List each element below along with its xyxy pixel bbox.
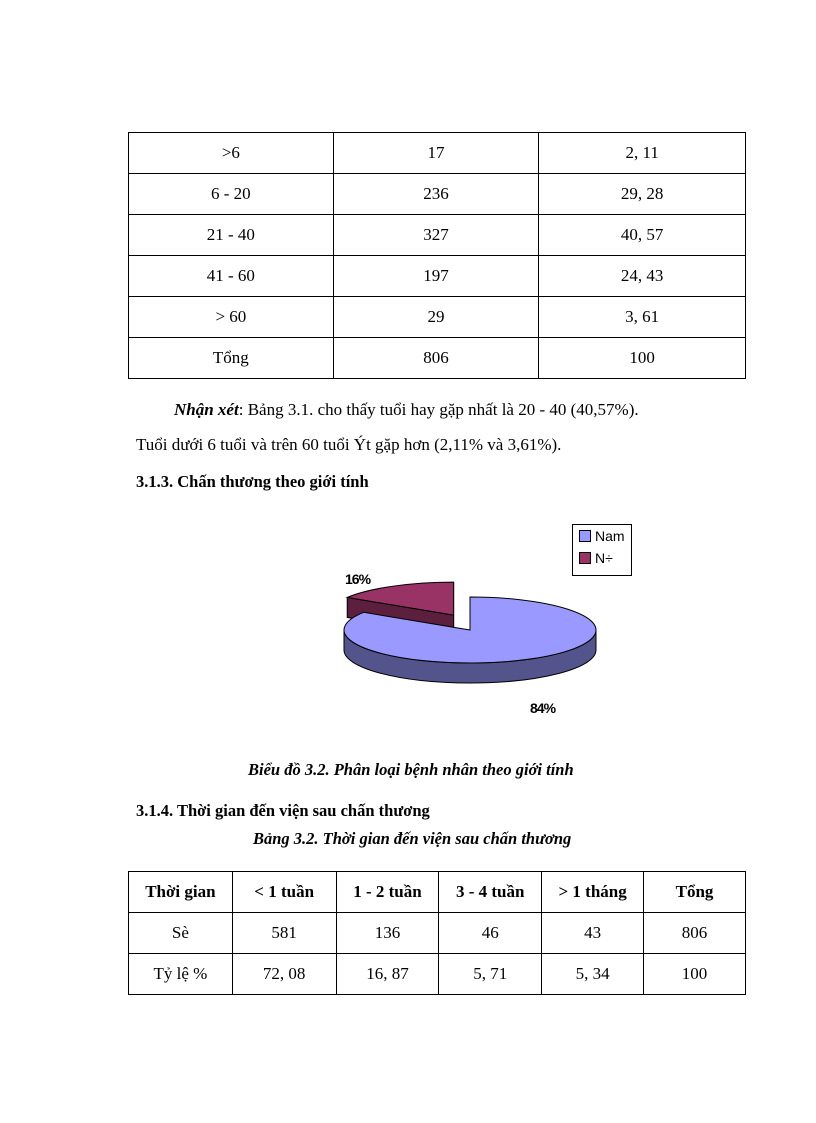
table-cell: Tổng [644, 872, 746, 913]
age-distribution-table [128, 132, 746, 379]
table-cell: 3, 61 [539, 297, 746, 338]
table-cell: < 1 tuần [232, 872, 336, 913]
remark-line-1 [136, 392, 746, 427]
table-row [129, 174, 746, 215]
table-row [129, 338, 746, 379]
table-row [129, 215, 746, 256]
remark-paragraph [136, 392, 746, 462]
table-cell: 16, 87 [336, 954, 439, 995]
table-cell: 3 - 4 tuần [439, 872, 542, 913]
table-cell: 5, 71 [439, 954, 542, 995]
table-cell: 24, 43 [539, 256, 746, 297]
table-cell: Tỷ lệ % [129, 954, 233, 995]
pie-layer [344, 582, 596, 683]
chart-legend [572, 524, 632, 576]
table-cell: 17 [333, 133, 539, 174]
table-cell: 41 - 60 [129, 256, 334, 297]
table-row [129, 872, 746, 913]
table-cell: 5, 34 [542, 954, 644, 995]
table-3-2-caption: Bảng 3.2. Thời gian đến viện sau chấn thương [253, 829, 572, 848]
table-row [129, 133, 746, 174]
table-row [129, 256, 746, 297]
table-cell: 236 [333, 174, 539, 215]
table-row [129, 954, 746, 995]
chart-caption: Biểu đồ 3.2. Phân loại bệnh nhân theo giới tính [248, 760, 574, 779]
table-cell: 100 [644, 954, 746, 995]
legend-swatch-nu [579, 552, 591, 564]
table-cell: Thời gian [129, 872, 233, 913]
table-cell: 581 [232, 913, 336, 954]
table-cell: 197 [333, 256, 539, 297]
table-row [129, 913, 746, 954]
table-cell: 136 [336, 913, 439, 954]
table-cell: 43 [542, 913, 644, 954]
data-label-nu: 16% [345, 571, 371, 587]
arrival-time-table [128, 871, 746, 995]
table-cell: > 1 tháng [542, 872, 644, 913]
remark-lead: Nhận xét [174, 400, 239, 419]
time-table-body [129, 872, 746, 995]
remark-line-2: Tuổi dưới 6 tuổi và trên 60 tuổi Ýt gặp hơn (2,11% và 3,61%). [136, 435, 562, 454]
table-cell: 806 [333, 338, 539, 379]
remark-line1-text: : Bảng 3.1. cho thấy tuổi hay gặp nhất là 20 - 40 (40,57%). [238, 400, 639, 419]
section-heading-313: 3.1.3. Chấn thương theo giới tính [136, 472, 369, 491]
legend-label-nam: Nam [595, 528, 625, 544]
table-cell: 72, 08 [232, 954, 336, 995]
table-cell: Sè [129, 913, 233, 954]
table-cell: >6 [129, 133, 334, 174]
legend-label-nu: N÷ [595, 550, 613, 566]
legend-item-nu [573, 547, 631, 569]
table-cell: 1 - 2 tuần [336, 872, 439, 913]
data-label-nam: 84% [530, 700, 556, 716]
table-cell: Tổng [129, 338, 334, 379]
table-cell: 21 - 40 [129, 215, 334, 256]
table-cell: 29 [333, 297, 539, 338]
table-row [129, 297, 746, 338]
table-cell: 46 [439, 913, 542, 954]
table-cell: 40, 57 [539, 215, 746, 256]
table-cell: 806 [644, 913, 746, 954]
table-cell: 6 - 20 [129, 174, 334, 215]
table-cell: > 60 [129, 297, 334, 338]
table-cell: 29, 28 [539, 174, 746, 215]
section-heading-314: 3.1.4. Thời gian đến viện sau chấn thương [136, 801, 430, 820]
legend-swatch-nam [579, 530, 591, 542]
table-cell: 2, 11 [539, 133, 746, 174]
legend-item-nam [573, 525, 631, 547]
table-cell: 327 [333, 215, 539, 256]
age-table-body [129, 133, 746, 379]
table-cell: 100 [539, 338, 746, 379]
